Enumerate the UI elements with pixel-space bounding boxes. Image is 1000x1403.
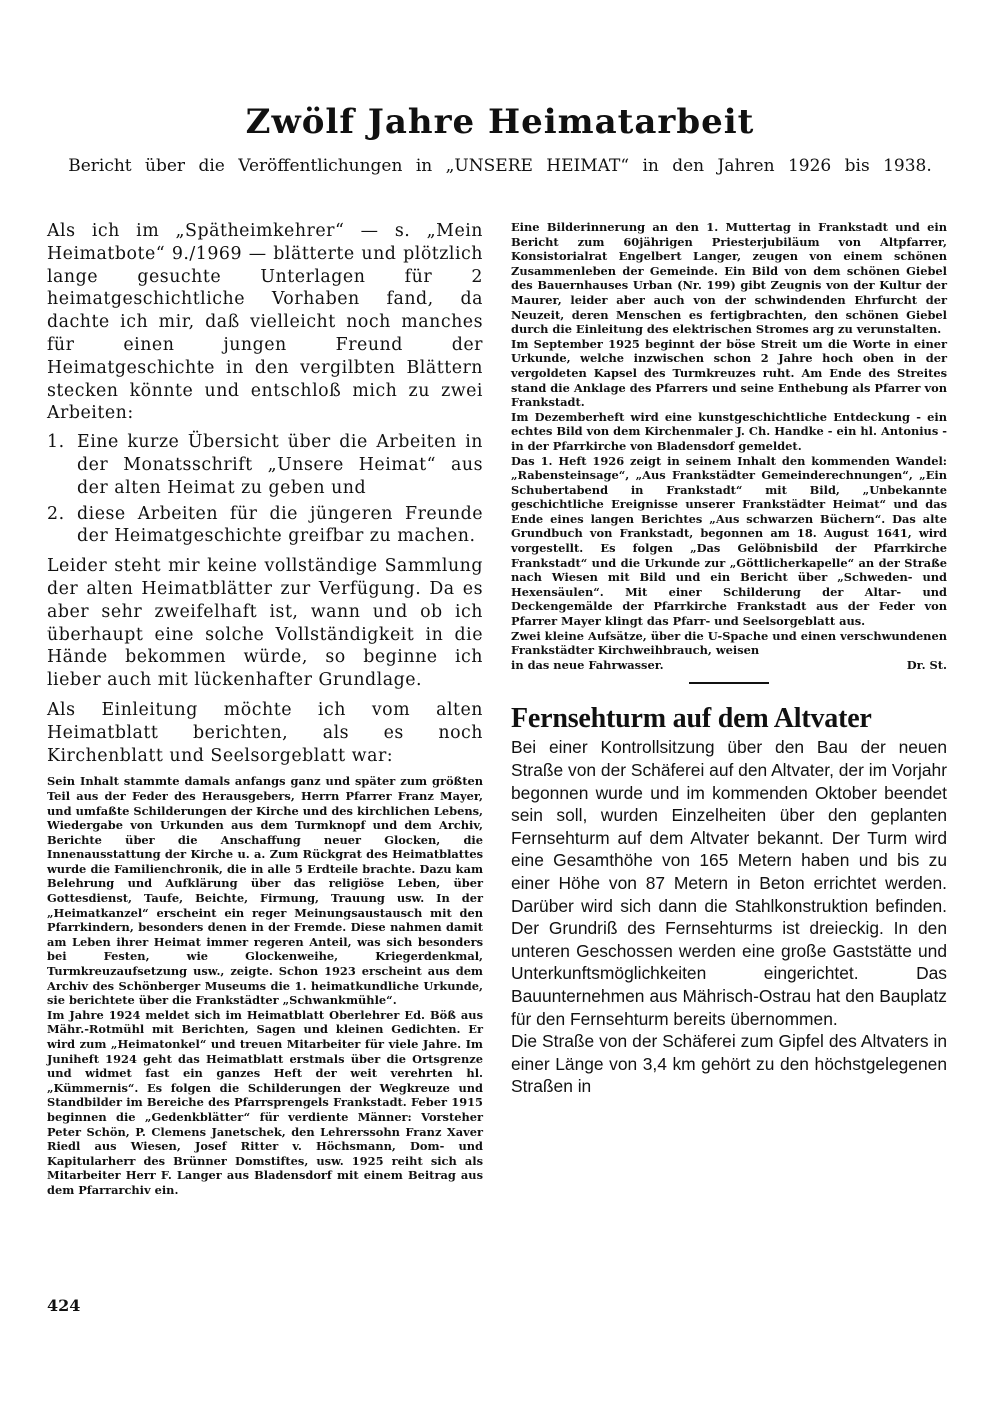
article-heading: Fernsehturm auf dem Altvater	[511, 703, 872, 735]
intro-paragraph: Als ich im „Spätheimkehrer“ — s. „Mein Heimatbote“ 9./1969 — blätterte und plötzlich lange gesuchte Unterlagen für 2 heimatgeschichtliche Vorhaben fand, da dachte ich mir, daß vielleicht noch manches für einen jungen Freund der Heimatgeschichte in den vergilbten Blättern stecken könnte und entschloß mich zu zwei Arbeiten:	[47, 221, 483, 424]
paragraph-1926: Das 1. Heft 1926 zeigt in seinem Inhalt den kommenden Wandel: „Rabensteinsage“, „Aus Frankstädter Gemeinderechnungen“, „Ein Schubertabend in Frankstadt“ mit Bild, „Unbekannte geschichtliche Ereignisse unserer Frankstädter Heimat“ und das Ende eines langen Berichtes „Aus schwarzen Büchern“. Das alte Grundbuch von Frankstadt, begonnen am 18. August 1641, wird vorgestellt. Es folgen „Das Gelöbnisbild der Pfarrkirche Frankstadt“ und die Urkunde zur „Göttlicherkapelle“ an der Straße nach Wiesen mit Bild und ein Bericht über „Schweden- und Hexensäulen“. Mit einer Schilderung der Altar- und Deckengemälde der Pfarrkirche Frankstadt aus der Feder von Pfarrer Mayer klingt das Pfarr- und Seelsorgeblatt aus.	[511, 453, 947, 629]
signature-row	[511, 658, 947, 673]
article-paragraph: Die Straße von der Schäferei zum Gipfel des Altvaters in einer Länge von 3,4 km gehört zu den höchstgelegenen Straßen in	[511, 1031, 947, 1097]
paragraph-muttertag: Eine Bilderinnerung an den 1. Muttertag in Frankstadt und ein Bericht zum 60jährigen Priesterjubiläum von Altpfarrer, Konsistorialrat Engelbert Langer, zeugen von einem schönen Zusammenleben der Gemeinde. Ein Bild von dem schönen Giebel des Bauernhauses Urban (Nr. 199) gibt Zeugnis von der Kultur der Maurer, leider aber auch von der schwindenden Ehrfurcht der Neuzeit, deren Menschen es fertigbrachten, den schönen Giebel durch die Einleitung des elektrischen Stromes arg zu verunstalten.	[511, 220, 947, 337]
paragraph-september-1925: Im September 1925 beginnt der böse Streit um die Worte in einer Urkunde, welche inzwischen schon 2 Jahre hoch oben in der vergoldeten Kapsel des Turmkreuzes ruht. Am Ende des Streites stand die Anklage des Pfarrers und seine Enthebung als Pfarrer von Frankstadt.	[511, 336, 947, 410]
section-divider	[689, 682, 769, 684]
paragraph-collection: Leider steht mir keine vollständige Sammlung der alten Heimatblätter zur Verfügung. Da es aber sehr zweifelhaft ist, wann und ob ich überhaupt eine solche Vollständigkeit in die Hände bekommen würde, so beginne ich lieber auch mit lückenhafter Grundlage.	[47, 556, 483, 691]
paragraph-introduction: Als Einleitung möchte ich vom alten Heimatblatt berichten, als es noch Kirchenblatt und Seelsorgeblatt war:	[47, 699, 483, 766]
numbered-list	[47, 431, 483, 548]
left-column	[47, 220, 483, 1198]
list-item	[47, 503, 483, 549]
closing-line: in das neue Fahrwasser.	[511, 657, 664, 672]
subtitle: Bericht über die Veröffentlichungen in „UNSERE HEIMAT“ in den Jahren 1926 bis 1938.	[68, 156, 932, 176]
paragraph-closing: Zwei kleine Aufsätze, über die U-Spache und einen verschwundenen Frankstädter Kirchweihbrauch, weisen	[511, 628, 947, 658]
right-column	[511, 220, 947, 1098]
list-item-text: Eine kurze Übersicht über die Arbeiten in der Monatsschrift „Unsere Heimat“ aus der alten Heimat zu geben und	[77, 432, 483, 498]
paragraph-1924: Im Jahre 1924 meldet sich im Heimatblatt Oberlehrer Ed. Böß aus Mähr.-Rotmühl mit Berichten, Sagen und kleinen Gedichten. Er wird zum „Heimatonkel“ und treuen Mitarbeiter für viele Jahre. Im Juniheft 1924 geht das Heimatblatt erstmals über die Ortsgrenze und widmet fast ein ganzes Heft der weit verehrten hl. „Kümmernis“. Es folgen die Schilderungen der Wegkreuze und Standbilder im Bereiche des Pfarrsprengels Frankstadt. Feber 1915 beginnen die „Gedenkblätter“ für verdiente Männer: Vorsteher Peter Schön, P. Clemens Janetschek, den Lehrerssohn Franz Xaver Riedl aus Wiesen, Josef Ritter v. Höchsmann, Dom- und Kapitularherr des Brünner Domstiftes, usw. 1925 reiht sich als Mitarbeiter Herr F. Langer aus Bladensdorf mit einem Beitrag aus dem Pfarrarchiv ein.	[47, 1007, 483, 1197]
list-item-number: 1.	[47, 432, 65, 453]
list-item-number: 2.	[47, 503, 65, 524]
page-number: 424	[47, 1296, 81, 1315]
page-title: Zwölf Jahre Heimatarbeit	[245, 102, 755, 142]
paragraph-contents: Sein Inhalt stammte damals anfangs ganz und später zum größten Teil aus der Feder des Herausgebers, Herrn Pfarrer Franz Mayer, und umfaßte Schilderungen der Kirche und des kirchlichen Lebens, Wiedergabe von Urkunden aus dem Turmknopf und dem Archiv, Berichte über die Anschaffung neuer Glocken, die Innenausstattung der Kirche u. a. Zum Rückgrat des Heimatblattes wurde die Familienchronik, die in alle 5 Erdteile brachte. Dazu kam Belehrung und Aufklärung über das religiöse Leben, über Gottesdienst, Taufe, Beichte, Firmung, Trauung usw. In der „Heimatkanzel“ erscheint ein reger Meinungsaustausch mit den Pfarrkindern, besonders denen in der Fremde. Diese nahmen damit am Leben ihrer Heimat immer regeren Anteil, was sich besonders bei Festen, wie Glockenweihe, Kriegerdenkmal, Turmkreuzaufsetzung usw., zeigte. Schon 1923 erscheint aus dem Archiv des Schönberger Museums die 1. heimatkundliche Urkunde, sie berichtete über die Frankstädter „Schwankmühle“.	[47, 774, 483, 1008]
paragraph-dezemberheft: Im Dezemberheft wird eine kunstgeschichtliche Entdeckung - ein echtes Bild von dem Kirchenmaler J. Ch. Handke - ein hl. Antonius - in der Pfarrkirche von Bladensdorf gemeldet.	[511, 409, 947, 453]
author-signature: Dr. St.	[906, 657, 947, 672]
list-item	[47, 431, 483, 499]
article-paragraph: Bei einer Kontrollsitzung über den Bau der neuen Straße von der Schäferei auf den Altvater, der im Vorjahr begonnen wurde und im kommenden Oktober beendet sein soll, wurden Einzelheiten über den geplanten Fernsehturm auf dem Altvater bekannt. Der Turm wird eine Gesamthöhe von 165 Metern haben und bis zu einer Höhe von 87 Metern in Beton errichtet werden. Darüber wird sich dann die Stahlkonstruktion befinden. Der Grundriß des Fernsehturms ist dreieckig. In den unteren Geschossen werden eine große Gaststätte und Unterkunftsmöglichkeiten eingerichtet. Das Bauunternehmen aus Mährisch-Ostrau hat den Bauplatz für den Fernsehturm bereits übernommen.	[511, 737, 947, 1029]
list-item-text: diese Arbeiten für die jüngeren Freunde der Heimatgeschichte greifbar zu machen.	[77, 503, 483, 547]
